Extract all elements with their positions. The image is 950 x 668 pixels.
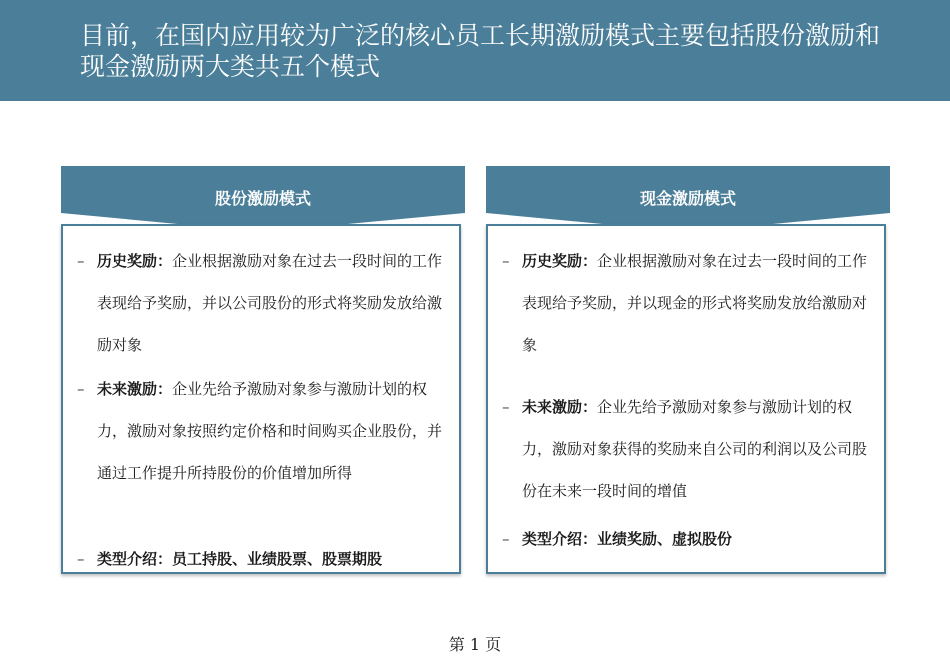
cash-panel-title: 现金激励模式 <box>639 189 736 208</box>
bullet-dash-icon: – <box>502 252 510 270</box>
list-item <box>77 538 443 580</box>
bullet-dash-icon: – <box>77 550 85 568</box>
list-item-text: 类型介绍：员工持股、业绩股票、股票期股 <box>97 550 383 568</box>
list-item-content <box>502 386 868 512</box>
list-item-content <box>77 368 443 494</box>
list-item-text: 企业根据激励对象在过去一段时间的工作表现给予奖励，并以现金的形式将奖励发放给激励对象 <box>522 252 868 354</box>
list-item-text: 企业先给予激励对象参与激励计划的权力，激励对象按照约定价格和时间购买企业股份，并通过工作提升所持股份的价值增加所得 <box>97 380 443 482</box>
list-item <box>502 518 868 560</box>
bullet-dash-icon: – <box>502 398 510 416</box>
list-item-text: 企业根据激励对象在过去一段时间的工作表现给予奖励，并以公司股份的形式将奖励发放给激励对象 <box>97 252 443 354</box>
list-item-text: 类型介绍：业绩奖励、虚拟股份 <box>522 530 733 548</box>
bullet-dash-icon: – <box>77 252 85 270</box>
title-bar <box>0 0 950 101</box>
list-item-label: 未来激励： <box>522 398 598 416</box>
bullet-dash-icon: – <box>77 380 85 398</box>
list-item-label: 历史奖励： <box>97 252 173 270</box>
equity-panel-body <box>61 224 461 574</box>
list-item <box>502 386 868 512</box>
list-item-text: 企业先给予激励对象参与激励计划的权力，激励对象获得的奖励来自公司的利润以及公司股份在未来一段时间的增值 <box>522 398 868 500</box>
bullet-dash-icon: – <box>502 530 510 548</box>
equity-panel-title: 股份激励模式 <box>214 189 311 208</box>
list-item-label: 未来激励： <box>97 380 173 398</box>
list-item <box>77 240 443 366</box>
list-item-content <box>77 240 443 366</box>
list-item <box>77 368 443 494</box>
page-number: 第 1 页 <box>448 635 502 654</box>
page-title: 目前，在国内应用较为广泛的核心员工长期激励模式主要包括股份激励和现金激励两大类共五个模式 <box>80 21 881 81</box>
cash-incentive-panel <box>486 166 890 548</box>
equity-incentive-panel <box>61 166 465 568</box>
list-item-label: 历史奖励： <box>522 252 598 270</box>
cash-panel-body <box>486 224 886 574</box>
list-item-content <box>502 240 868 366</box>
list-item <box>502 240 868 366</box>
